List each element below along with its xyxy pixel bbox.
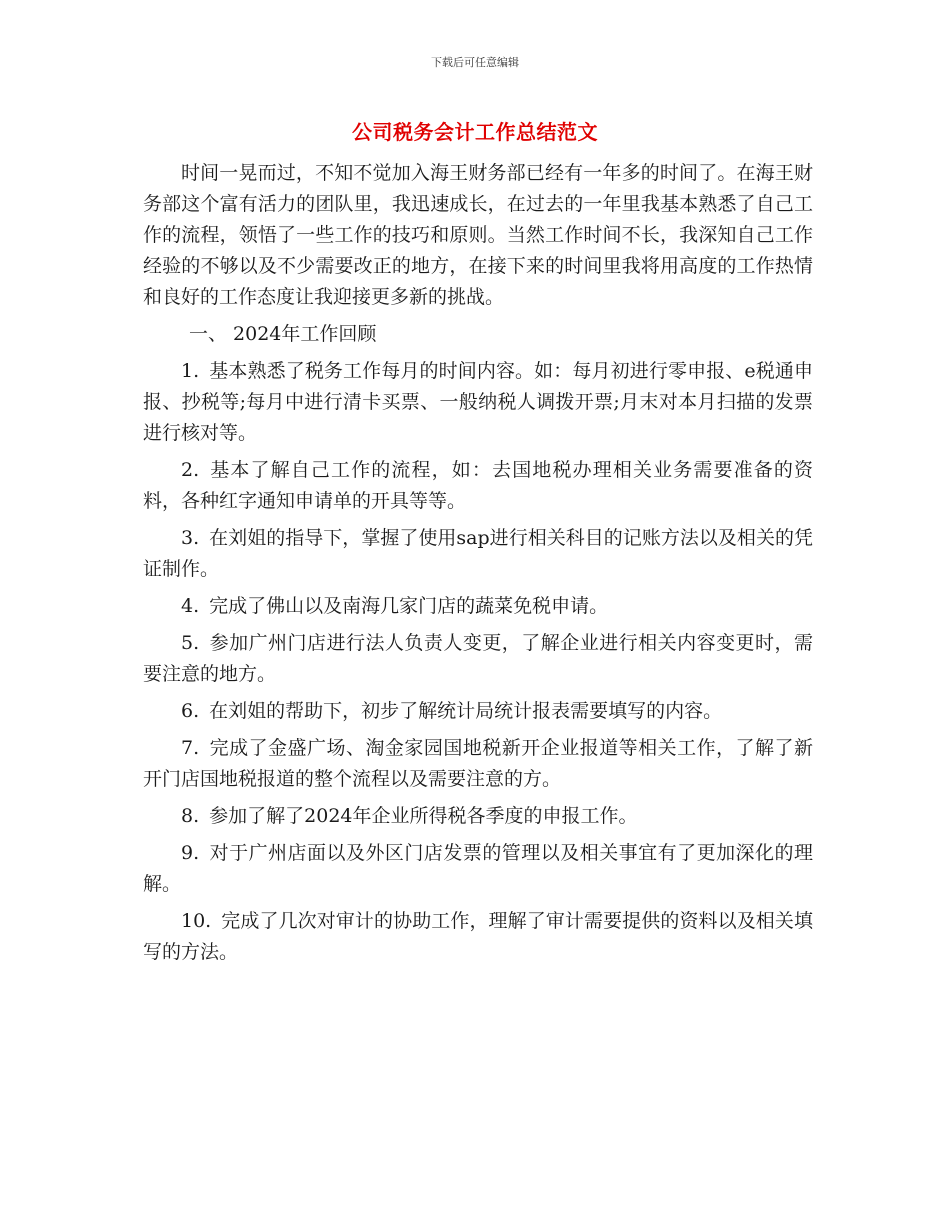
list-item [143, 801, 813, 832]
document-body [143, 158, 813, 974]
list-item [143, 455, 813, 517]
item-text: 完成了金盛广场、淘金家园国地税新开企业报道等相关工作，了解了新开门店国地税报道的整个流程以及需要注意的方。 [143, 737, 813, 790]
item-text: 完成了几次对审计的协助工作，理解了审计需要提供的资料以及相关填写的方法。 [143, 910, 813, 963]
item-text: 基本了解自己工作的流程，如：去国地税办理相关业务需要准备的资料，各种红字通知申请单的开具等等。 [143, 459, 813, 512]
item-number: 5. [181, 632, 200, 654]
list-item [143, 628, 813, 690]
list-item [143, 733, 813, 795]
list-item [143, 906, 813, 968]
item-number: 1. [181, 360, 200, 382]
item-text: 基本熟悉了税务工作每月的时间内容。如：每月初进行零申报、e税通申报、抄税等;每月中进行清卡买票、一般纳税人调拨开票;月末对本月扫描的发票进行核对等。 [143, 360, 813, 444]
item-number: 9. [181, 842, 200, 864]
item-text: 完成了佛山以及南海几家门店的蔬菜免税申请。 [209, 595, 609, 617]
list-item [143, 523, 813, 585]
item-number: 10. [181, 910, 212, 932]
intro-paragraph: 时间一晃而过，不知不觉加入海王财务部已经有一年多的时间了。在海王财务部这个富有活力的团队里，我迅速成长，在过去的一年里我基本熟悉了自己工作的流程，领悟了一些工作的技巧和原则。当然工作时间不长，我深知自己工作经验的不够以及不少需要改正的地方，在接下来的时间里我将用高度的工作热情和良好的工作态度让我迎接更多新的挑战。 [143, 162, 813, 308]
document-title: 公司税务会计工作总结范文 [352, 120, 598, 144]
item-number: 3. [181, 527, 200, 549]
item-number: 2. [181, 459, 200, 481]
item-number: 7. [181, 737, 200, 759]
header-note: 下载后可任意编辑 [431, 56, 519, 69]
item-text: 在刘姐的指导下，掌握了使用sap进行相关科目的记账方法以及相关的凭证制作。 [143, 527, 813, 580]
section-heading: 一、 2024年工作回顾 [189, 323, 377, 345]
item-text: 在刘姐的帮助下，初步了解统计局统计报表需要填写的内容。 [209, 700, 723, 722]
list-item [143, 838, 813, 900]
item-number: 6. [181, 700, 200, 722]
item-text: 参加广州门店进行法人负责人变更，了解企业进行相关内容变更时，需要注意的地方。 [143, 632, 813, 685]
item-number: 8. [181, 805, 200, 827]
list-item [143, 356, 813, 449]
item-text: 参加了解了2024年企业所得税各季度的申报工作。 [209, 805, 638, 827]
list-item [143, 591, 813, 622]
item-number: 4. [181, 595, 200, 617]
item-text: 对于广州店面以及外区门店发票的管理以及相关事宜有了更加深化的理解。 [143, 842, 813, 895]
list-item [143, 696, 813, 727]
